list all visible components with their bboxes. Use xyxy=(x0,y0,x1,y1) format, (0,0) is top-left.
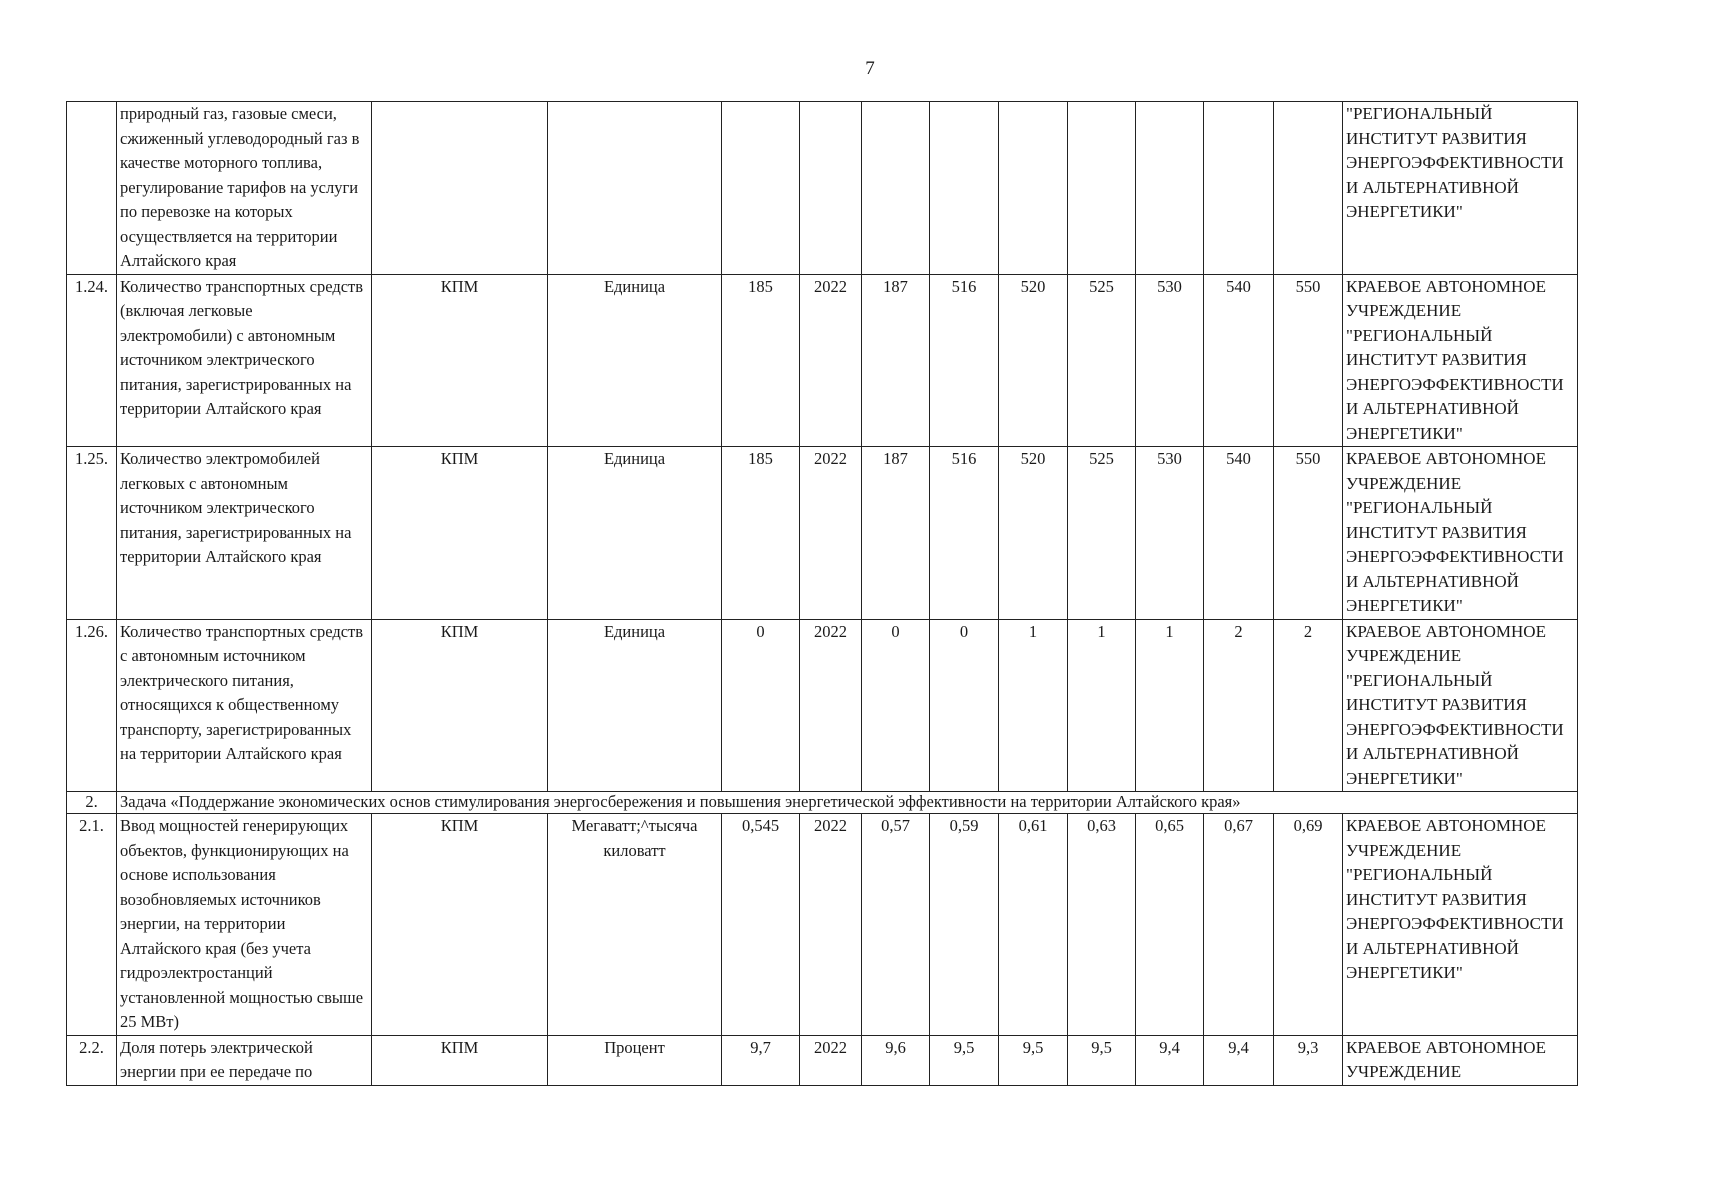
value-year-2: 516 xyxy=(930,447,999,620)
value-year-3: 520 xyxy=(999,447,1068,620)
indicator-type: КПМ xyxy=(372,1035,548,1085)
value-year-6: 540 xyxy=(1204,274,1274,447)
unit-of-measure: Процент xyxy=(548,1035,722,1085)
value-year-3: 1 xyxy=(999,619,1068,792)
task-row xyxy=(67,792,1578,814)
base-year: 2022 xyxy=(800,1035,862,1085)
row-number: 2.1. xyxy=(67,814,117,1036)
value-year-5: 530 xyxy=(1136,274,1204,447)
base-year xyxy=(800,102,862,275)
unit-of-measure: Единица xyxy=(548,619,722,792)
base-year: 2022 xyxy=(800,274,862,447)
value-year-6: 2 xyxy=(1204,619,1274,792)
responsible-organization: КРАЕВОЕ АВТОНОМНОЕ УЧРЕЖДЕНИЕ "РЕГИОНАЛЬНЫЙ ИНСТИТУТ РАЗВИТИЯ ЭНЕРГОЭФФЕКТИВНОСТИ И АЛЬТЕРНАТИВНОЙ ЭНЕРГЕТИКИ" xyxy=(1343,814,1578,1036)
responsible-organization: КРАЕВОЕ АВТОНОМНОЕ УЧРЕЖДЕНИЕ xyxy=(1343,1035,1578,1085)
page-number: 7 xyxy=(865,58,875,79)
value-year-4: 525 xyxy=(1068,274,1136,447)
value-year-4: 525 xyxy=(1068,447,1136,620)
row-number: 1.25. xyxy=(67,447,117,620)
value-year-6: 9,4 xyxy=(1204,1035,1274,1085)
table-row xyxy=(67,102,1578,275)
value-year-7 xyxy=(1274,102,1343,275)
value-year-5: 9,4 xyxy=(1136,1035,1204,1085)
base-year: 2022 xyxy=(800,619,862,792)
value-year-7: 2 xyxy=(1274,619,1343,792)
value-year-1: 9,6 xyxy=(862,1035,930,1085)
indicator-name: природный газ, газовые смеси, сжиженный углеводородный газ в качестве моторного топлива, регулирование тарифов на услуги по перевозке на которых осуществляется на территории Алтайского края xyxy=(117,102,372,275)
base-value: 0 xyxy=(722,619,800,792)
responsible-organization: КРАЕВОЕ АВТОНОМНОЕ УЧРЕЖДЕНИЕ "РЕГИОНАЛЬНЫЙ ИНСТИТУТ РАЗВИТИЯ ЭНЕРГОЭФФЕКТИВНОСТИ И АЛЬТЕРНАТИВНОЙ ЭНЕРГЕТИКИ" xyxy=(1343,274,1578,447)
table-row xyxy=(67,814,1578,1036)
value-year-7: 550 xyxy=(1274,447,1343,620)
table-row xyxy=(67,1035,1578,1085)
value-year-5: 530 xyxy=(1136,447,1204,620)
value-year-6: 0,67 xyxy=(1204,814,1274,1036)
value-year-7: 9,3 xyxy=(1274,1035,1343,1085)
indicator-name: Количество транспортных средств с автономным источником электрического питания, относящихся к общественному транспорту, зарегистрированных на территории Алтайского края xyxy=(117,619,372,792)
indicator-type: КПМ xyxy=(372,274,548,447)
table-row xyxy=(67,619,1578,792)
unit-of-measure: Единица xyxy=(548,274,722,447)
responsible-organization: КРАЕВОЕ АВТОНОМНОЕ УЧРЕЖДЕНИЕ "РЕГИОНАЛЬНЫЙ ИНСТИТУТ РАЗВИТИЯ ЭНЕРГОЭФФЕКТИВНОСТИ И АЛЬТЕРНАТИВНОЙ ЭНЕРГЕТИКИ" xyxy=(1343,619,1578,792)
value-year-6: 540 xyxy=(1204,447,1274,620)
row-number: 2.2. xyxy=(67,1035,117,1085)
indicator-name: Количество транспортных средств (включая легковые электромобили) с автономным источником электрического питания, зарегистрированных на территории Алтайского края xyxy=(117,274,372,447)
indicator-type: КПМ xyxy=(372,447,548,620)
value-year-1: 187 xyxy=(862,447,930,620)
row-number xyxy=(67,102,117,275)
base-value: 9,7 xyxy=(722,1035,800,1085)
unit-of-measure: Единица xyxy=(548,447,722,620)
row-number: 1.24. xyxy=(67,274,117,447)
indicator-name: Доля потерь электрической энергии при ее передаче по xyxy=(117,1035,372,1085)
value-year-1 xyxy=(862,102,930,275)
base-year: 2022 xyxy=(800,814,862,1036)
indicator-type: КПМ xyxy=(372,814,548,1036)
responsible-organization: "РЕГИОНАЛЬНЫЙ ИНСТИТУТ РАЗВИТИЯ ЭНЕРГОЭФФЕКТИВНОСТИ И АЛЬТЕРНАТИВНОЙ ЭНЕРГЕТИКИ" xyxy=(1343,102,1578,275)
value-year-3: 520 xyxy=(999,274,1068,447)
base-value: 0,545 xyxy=(722,814,800,1036)
base-year: 2022 xyxy=(800,447,862,620)
responsible-organization: КРАЕВОЕ АВТОНОМНОЕ УЧРЕЖДЕНИЕ "РЕГИОНАЛЬНЫЙ ИНСТИТУТ РАЗВИТИЯ ЭНЕРГОЭФФЕКТИВНОСТИ И АЛЬТЕРНАТИВНОЙ ЭНЕРГЕТИКИ" xyxy=(1343,447,1578,620)
task-number: 2. xyxy=(67,792,117,814)
value-year-1: 0 xyxy=(862,619,930,792)
value-year-1: 187 xyxy=(862,274,930,447)
value-year-3: 0,61 xyxy=(999,814,1068,1036)
value-year-2: 0,59 xyxy=(930,814,999,1036)
value-year-4: 0,63 xyxy=(1068,814,1136,1036)
value-year-3: 9,5 xyxy=(999,1035,1068,1085)
value-year-3 xyxy=(999,102,1068,275)
value-year-5 xyxy=(1136,102,1204,275)
indicator-name: Ввод мощностей генерирующих объектов, функционирующих на основе использования возобновляемых источников энергии, на территории Алтайского края (без учета гидроэлектростанций установленной мощностью свыше 25 МВт) xyxy=(117,814,372,1036)
value-year-2 xyxy=(930,102,999,275)
value-year-4 xyxy=(1068,102,1136,275)
base-value: 185 xyxy=(722,274,800,447)
value-year-7: 550 xyxy=(1274,274,1343,447)
table-row xyxy=(67,274,1578,447)
task-title: Задача «Поддержание экономических основ стимулирования энергосбережения и повышения энергетической эффективности на территории Алтайского края» xyxy=(117,792,1578,814)
indicator-type xyxy=(372,102,548,275)
value-year-2: 0 xyxy=(930,619,999,792)
value-year-1: 0,57 xyxy=(862,814,930,1036)
base-value: 185 xyxy=(722,447,800,620)
value-year-6 xyxy=(1204,102,1274,275)
value-year-5: 1 xyxy=(1136,619,1204,792)
value-year-4: 1 xyxy=(1068,619,1136,792)
indicators-table xyxy=(66,101,1578,1086)
table-row xyxy=(67,447,1578,620)
value-year-7: 0,69 xyxy=(1274,814,1343,1036)
indicator-type: КПМ xyxy=(372,619,548,792)
value-year-2: 9,5 xyxy=(930,1035,999,1085)
value-year-5: 0,65 xyxy=(1136,814,1204,1036)
value-year-2: 516 xyxy=(930,274,999,447)
row-number: 1.26. xyxy=(67,619,117,792)
unit-of-measure xyxy=(548,102,722,275)
value-year-4: 9,5 xyxy=(1068,1035,1136,1085)
base-value xyxy=(722,102,800,275)
indicator-name: Количество электромобилей легковых с автономным источником электрического питания, зарегистрированных на территории Алтайского края xyxy=(117,447,372,620)
unit-of-measure: Мегаватт;^тысяча киловатт xyxy=(548,814,722,1036)
